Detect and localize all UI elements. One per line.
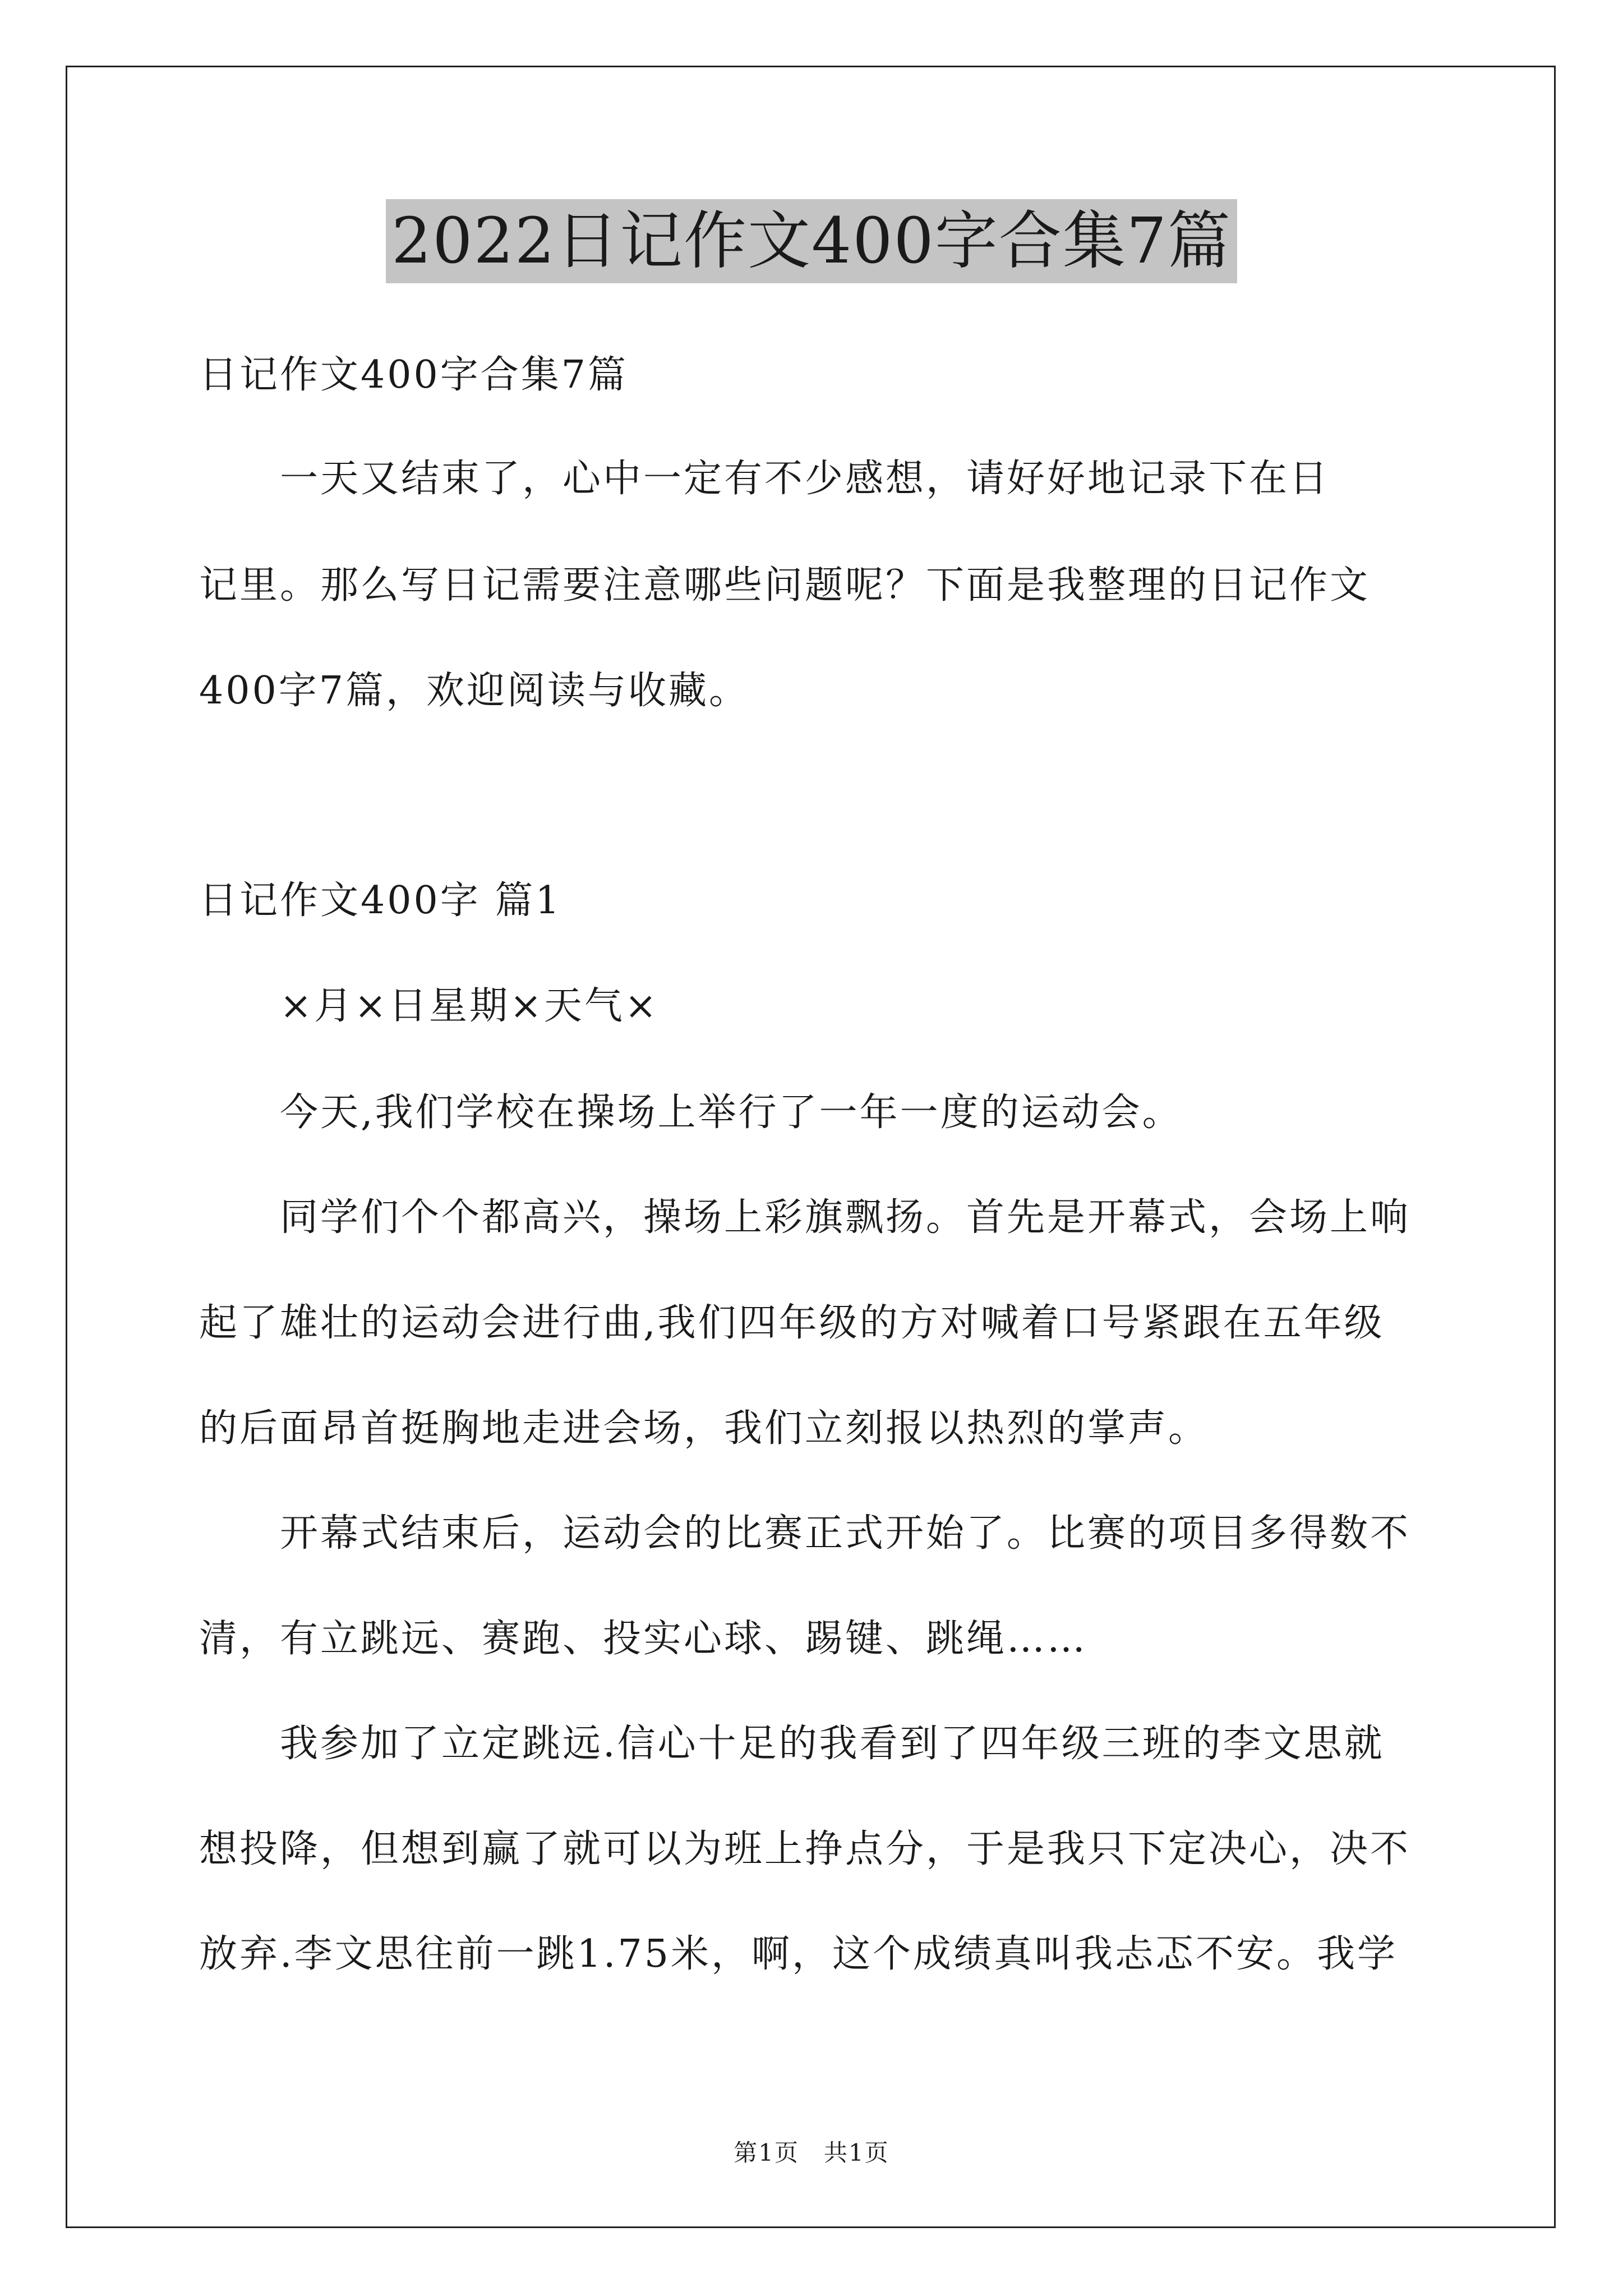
paragraph-line: 的后面昂首挺胸地走进会场，我们立刻报以热烈的掌声。 <box>199 1406 1209 1451</box>
date-line: ×月×日星期×天气× <box>199 984 659 1028</box>
paragraph-line: 今天,我们学校在操场上举行了一年一度的运动会。 <box>199 1091 1183 1135</box>
paragraph-line: 想投降，但想到赢了就可以为班上挣点分，于是我只下定决心，决不 <box>199 1827 1411 1871</box>
page-footer: 第1页 共1页 <box>734 2139 889 2166</box>
document-title: 2022日记作文400字合集7篇 <box>386 199 1237 283</box>
title-container <box>0 199 1623 283</box>
document-subtitle: 日记作文400字合集7篇 <box>199 353 629 397</box>
paragraph-line: 清，有立跳远、赛跑、投实心球、踢键、跳绳…… <box>199 1617 1088 1661</box>
intro-line: 记里。那么写日记需要注意哪些问题呢？下面是我整理的日记作文 <box>199 563 1371 608</box>
intro-line: 400字7篇，欢迎阅读与收藏。 <box>199 669 750 713</box>
paragraph-line: 起了雄壮的运动会进行曲,我们四年级的方对喊着口号紧跟在五年级 <box>199 1301 1385 1345</box>
paragraph-line: 我参加了立定跳远.信心十足的我看到了四年级三班的李文思就 <box>199 1722 1385 1766</box>
paragraph-line: 同学们个个都高兴，操场上彩旗飘扬。首先是开幕式，会场上响 <box>199 1195 1411 1240</box>
paragraph-line: 开幕式结束后，运动会的比赛正式开始了。比赛的项目多得数不 <box>199 1511 1411 1556</box>
paragraph-line: 放弃.李文思往前一跳1.75米，啊，这个成绩真叫我忐忑不安。我学 <box>199 1932 1398 1976</box>
section-heading: 日记作文400字 篇1 <box>199 878 562 923</box>
intro-line: 一天又结束了，心中一定有不少感想，请好好地记录下在日 <box>199 457 1330 501</box>
